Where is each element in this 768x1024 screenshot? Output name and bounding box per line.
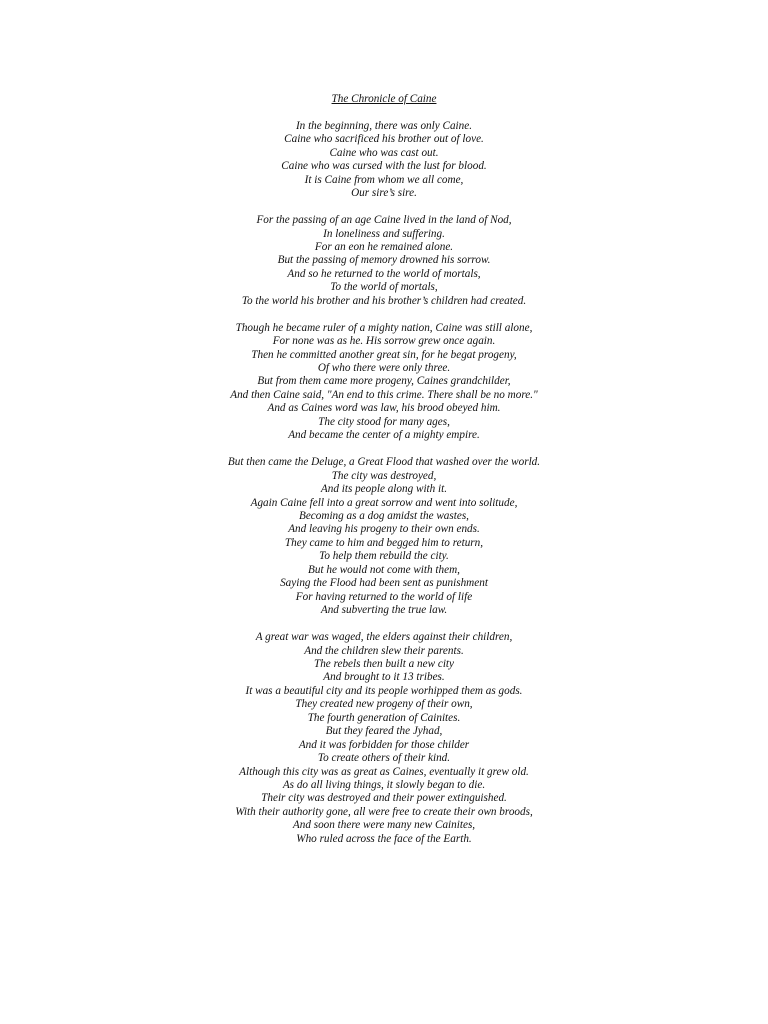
poem-body bbox=[0, 93, 768, 860]
poem-line: Our sire’s sire. bbox=[351, 187, 417, 200]
poem-line: The city stood for many ages, bbox=[318, 415, 450, 428]
poem-line: And subverting the true law. bbox=[320, 604, 448, 617]
poem-line: And it was forbidden for those childer bbox=[298, 738, 470, 751]
stanza bbox=[0, 631, 768, 846]
document-title: The Chronicle of Caine bbox=[331, 93, 437, 105]
poem-line: To create others of their kind. bbox=[317, 752, 451, 765]
poem-line: For an eon he remained alone. bbox=[314, 240, 454, 253]
stanza bbox=[0, 120, 768, 201]
poem-line: Caine who sacrificed his brother out of love. bbox=[284, 133, 484, 146]
poem-line: The rebels then built a new city bbox=[313, 657, 455, 670]
poem-line: Becoming as a dog amidst the wastes, bbox=[299, 509, 469, 522]
poem-line: And its people along with it. bbox=[320, 483, 448, 496]
poem-line: They created new progeny of their own, bbox=[295, 698, 473, 711]
stanza-list bbox=[0, 120, 768, 846]
poem-line: The city was destroyed, bbox=[331, 469, 437, 482]
poem-line: Though he became ruler of a mighty nation, Caine was still alone, bbox=[235, 321, 533, 334]
poem-line: To help them rebuild the city. bbox=[319, 550, 449, 563]
poem-line: It is Caine from whom we all come, bbox=[304, 173, 464, 186]
poem-line: Saying the Flood had been sent as punishment bbox=[280, 577, 488, 590]
stanza bbox=[0, 322, 768, 443]
poem-line: In the beginning, there was only Caine. bbox=[295, 119, 473, 132]
poem-line: To the world of mortals, bbox=[330, 281, 438, 294]
poem-line: But the passing of memory drowned his sorrow. bbox=[277, 254, 491, 267]
poem-line: But he would not come with them, bbox=[308, 563, 460, 576]
poem-line: Who ruled across the face of the Earth. bbox=[296, 832, 472, 845]
poem-line: And leaving his progeny to their own ends. bbox=[288, 523, 480, 536]
poem-line: And so he returned to the world of mortals, bbox=[287, 267, 481, 280]
stanza bbox=[0, 214, 768, 308]
poem-line: And became the center of a mighty empire. bbox=[288, 429, 480, 442]
poem-line: For having returned to the world of life bbox=[295, 590, 473, 603]
poem-line: But then came the Deluge, a Great Flood that washed over the world. bbox=[227, 456, 541, 469]
poem-line: But they feared the Jyhad, bbox=[325, 725, 443, 738]
poem-line: And then Caine said, "An end to this crime. There shall be no more." bbox=[230, 388, 538, 401]
poem-line: And the children slew their parents. bbox=[304, 644, 464, 657]
poem-line: For none was as he. His sorrow grew once again. bbox=[272, 335, 496, 348]
poem-line: Then he committed another great sin, for he begat progeny, bbox=[251, 348, 517, 361]
poem-line: For the passing of an age Caine lived in the land of Nod, bbox=[256, 214, 512, 227]
poem-line: They came to him and begged him to return, bbox=[284, 536, 484, 549]
poem-line: Caine who was cursed with the lust for blood. bbox=[281, 160, 487, 173]
poem-line: And soon there were many new Cainites, bbox=[292, 819, 476, 832]
poem-line: And as Caines word was law, his brood obeyed him. bbox=[267, 402, 501, 415]
poem-line: Caine who was cast out. bbox=[329, 146, 439, 159]
poem-line: The fourth generation of Cainites. bbox=[307, 711, 461, 724]
poem-line: And brought to it 13 tribes. bbox=[323, 671, 445, 684]
poem-line: As do all living things, it slowly began to die. bbox=[282, 779, 486, 792]
poem-line: It was a beautiful city and its people worhipped them as gods. bbox=[245, 684, 523, 697]
poem-line: Of who there were only three. bbox=[317, 362, 451, 375]
poem-line: In loneliness and suffering. bbox=[323, 227, 445, 240]
poem-line: To the world his brother and his brother’s children had created. bbox=[241, 294, 527, 307]
poem-line: A great war was waged, the elders against their children, bbox=[255, 631, 513, 644]
poem-line: Again Caine fell into a great sorrow and went into solitude, bbox=[250, 496, 518, 509]
poem-line: But from them came more progeny, Caines grandchilder, bbox=[257, 375, 511, 388]
stanza bbox=[0, 456, 768, 617]
poem-line: With their authority gone, all were free to create their own broods, bbox=[235, 805, 533, 818]
poem-line: Although this city was as great as Caines, eventually it grew old. bbox=[239, 765, 529, 778]
poem-line: Their city was destroyed and their power extinguished. bbox=[261, 792, 507, 805]
